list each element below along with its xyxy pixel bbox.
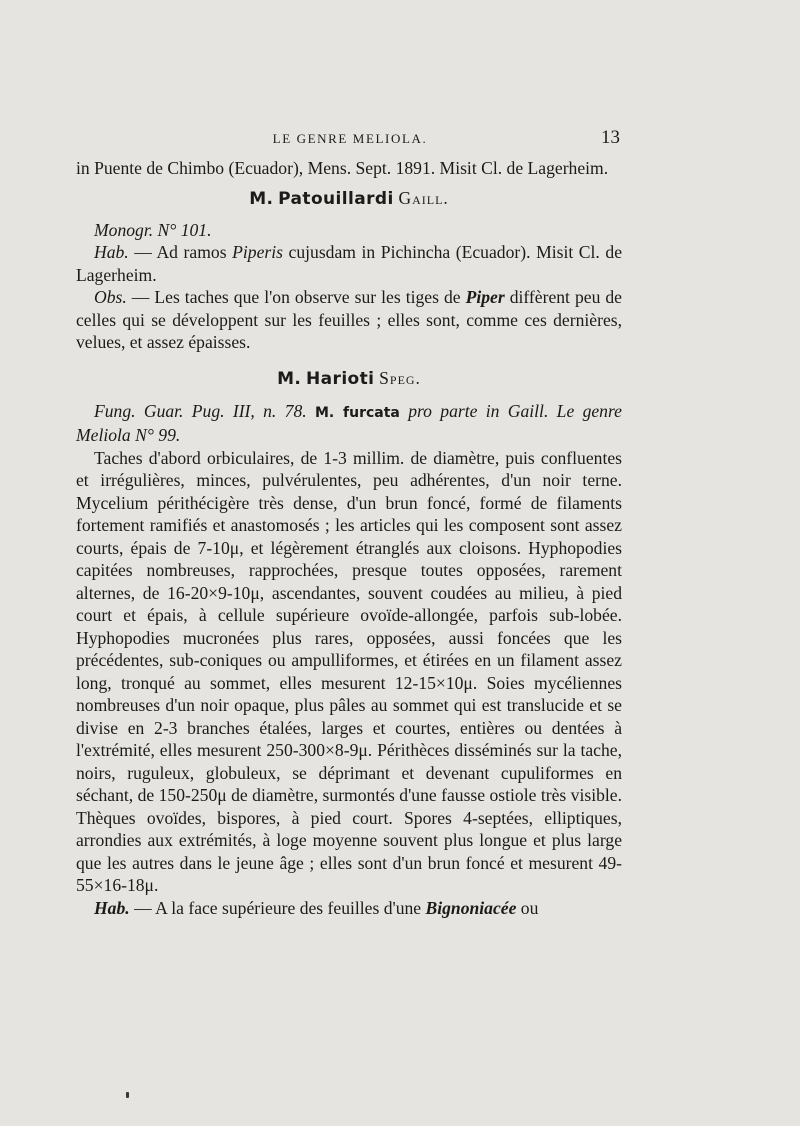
ink-speck bbox=[126, 1092, 129, 1098]
habitat-paragraph bbox=[76, 897, 622, 920]
description-paragraph: Taches d'abord orbiculaires, de 1-3 millim. de diamètre, puis confluentes et irrégulières, minces, pulvérulentes, peu adhérentes, d'un noir terne. Mycelium périthécigère très dense, d'un brun foncé, formé de filaments fortement ramifiés et anastomosés ; les articles qui les composent sont assez courts, épais de 7-10μ, et légèrement étranglés aux cloisons. Hyphopodies capitées nombreuses, rapprochées, presque toutes opposées, rarement alternes, de 16-20×9-10μ, ascendantes, souvent coudées au milieu, à pied court et épais, à cellule supérieure ovoïde-allongée, parfois sub-lobée. Hyphopodies mucronées plus rares, opposées, aussi foncées que les précédentes, sub-coniques ou ampulliformes, et étirées en un filament assez long, tronqué au sommet, elles mesurent 12-15×10μ. Soies mycéliennes nombreuses d'un noir opaque, plus pâles au sommet qui est translucide et se divise en 2-3 branches étalées, larges et courtes, entières ou dentées à l'extrémité, elles mesurent 250-300×8-9μ. Périthèces disséminés sur la tache, noirs, ruguleux, globuleux, se déprimant et devenant cupuliformes en séchant, de 150-250μ de diamètre, surmontés d'une fausse ostiole très visible. Thèques ovoïdes, bispores, à pied court. Spores 4-septées, elliptiques, arrondies aux extrémités, à loge moyenne souvent plus longue et plus large que les autres dans le jeune âge ; elles sont d'un brun foncé et mesurent 49-55×16-18μ. bbox=[76, 447, 622, 895]
hab-genus: Piperis bbox=[232, 242, 283, 262]
hab-label: Hab. bbox=[94, 242, 129, 262]
obs-label: Obs. bbox=[94, 287, 127, 307]
genus-abbrev: M. bbox=[249, 188, 274, 209]
hab-family: Bignoniacée bbox=[425, 897, 517, 918]
obs-text-end: diffèrent peu de celles qui se développent sur les feuilles ; elles sont, comme ces dernières, velues, et assez épaisses. bbox=[76, 287, 622, 352]
hab-text-end: ou bbox=[516, 897, 539, 918]
species-author: Speg. bbox=[379, 367, 421, 388]
species-epithet: Harioti bbox=[306, 368, 375, 389]
page-number: 13 bbox=[601, 127, 620, 148]
reference-text-end: pro parte in Gaill. Le genre Meliola N° 99. bbox=[76, 400, 622, 445]
species-author: Gaill. bbox=[398, 187, 449, 208]
hab-label: Hab. bbox=[94, 897, 130, 918]
hab-text-start: — Ad ramos bbox=[128, 242, 233, 262]
running-title: LE GENRE MELIOLA. bbox=[272, 131, 428, 146]
reference-line bbox=[76, 219, 622, 242]
continuation-paragraph: in Puente de Chimbo (Ecuador), Mens. Sept. 1891. Misit Cl. de Lagerheim. bbox=[76, 158, 609, 178]
reference-text: Monogr. N° 101. bbox=[94, 219, 212, 240]
synonym-name: M. furcata bbox=[314, 404, 400, 421]
species-heading-patouillardi bbox=[76, 187, 622, 210]
obs-text-start: — Les taches que l'on observe sur les tiges de bbox=[126, 287, 466, 307]
hab-text-end: cujusdam in Pichincha (Ecuador). Misit Cl. de Lagerheim. bbox=[76, 242, 623, 285]
page-header bbox=[72, 127, 628, 151]
reference-text-start: Fung. Guar. Pug. III, n. 78. bbox=[94, 400, 315, 421]
species-epithet: Patouillardi bbox=[278, 188, 394, 209]
habitat-paragraph bbox=[76, 241, 622, 286]
observation-paragraph bbox=[76, 286, 622, 354]
species-heading-harioti bbox=[76, 367, 622, 390]
obs-genus: Piper bbox=[465, 287, 505, 307]
hab-text-start: — A la face supérieure des feuilles d'une bbox=[129, 897, 426, 918]
reference-paragraph bbox=[76, 400, 622, 447]
page-body bbox=[76, 157, 622, 919]
genus-abbrev: M. bbox=[277, 368, 302, 389]
